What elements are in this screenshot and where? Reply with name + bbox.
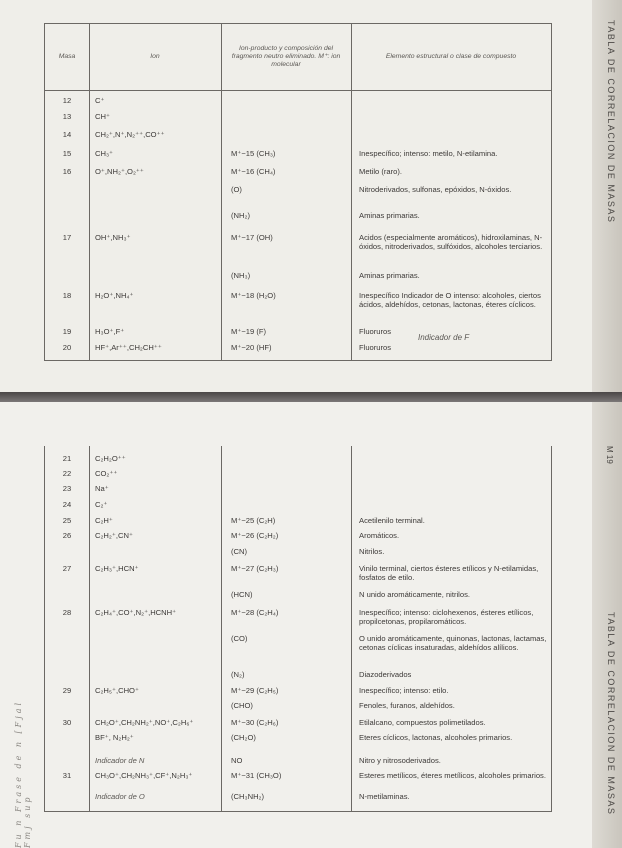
- mass-cell: 16: [62, 167, 72, 176]
- fragment-cell: M⁺−25 (C₂H): [231, 516, 276, 525]
- element-cell: Fenoles, furanos, aldehídos.: [359, 701, 455, 710]
- element-cell: N-metilaminas.: [359, 792, 410, 801]
- side-title: TABLA DE CORRELACION DE MASAS: [606, 20, 616, 224]
- element-cell: Acetilenilo terminal.: [359, 516, 425, 525]
- header-ion: Ion: [150, 53, 160, 61]
- mass-cell: 24: [62, 500, 72, 509]
- element-cell: Inespecífico; intenso: ciclohexenos, ésteres etílicos, propilcetonas, propilaromáticos.: [359, 608, 534, 627]
- fragment-cell: (NH₃): [231, 271, 251, 280]
- fragment-cell: M⁺−20 (HF): [231, 343, 272, 352]
- fragment-cell: (CHO): [231, 701, 253, 710]
- element-cell: Fluoruros: [359, 327, 392, 336]
- element-cell: Eteres cíclicos, lactonas, alcoholes primarios.: [359, 733, 513, 742]
- ion-cell: C₂H⁺: [95, 516, 113, 525]
- fragment-cell: M⁺−16 (CH₄): [231, 167, 276, 176]
- mass-cell: 26: [62, 531, 72, 540]
- fragment-cell: NO: [231, 756, 243, 765]
- element-cell: Inespecífico; intenso: etilo.: [359, 686, 449, 695]
- ion-cell: CO₂⁺⁺: [95, 469, 118, 478]
- fragment-cell: M⁺−26 (C₂H₂): [231, 531, 279, 540]
- header-fragmento: Ion-producto y composición del fragmento neutro eliminado. M⁺: ion molecular: [231, 45, 341, 68]
- fragment-cell: M⁺−30 (C₂H₆): [231, 718, 279, 727]
- element-cell: Esteres metílicos, éteres metílicos, alcoholes primarios.: [359, 771, 546, 780]
- mass-cell: 14: [62, 130, 72, 139]
- ion-cell: CH₂O⁺,CH₂NH₂⁺,NO⁺,C₂H₆⁺: [95, 718, 194, 727]
- header-elemento: Elemento estructural o clase de compuesto: [385, 53, 517, 61]
- ion-cell: CH₃O⁺,CH₂NH₃⁺,CF⁺,N₂H₃⁺: [95, 771, 193, 780]
- mass-cell: 21: [62, 454, 72, 463]
- ion-cell: CH⁺: [95, 112, 110, 121]
- page-top: [0, 0, 622, 392]
- ion-cell: C₂H₂⁺,CN⁺: [95, 531, 133, 540]
- margin-handwriting: Fu n Frase de n [Fjal Fmj sup: [14, 699, 32, 848]
- ion-cell: Na⁺: [95, 484, 109, 493]
- element-cell: Metilo (raro).: [359, 167, 403, 176]
- mass-cell: 20: [62, 343, 72, 352]
- page-number: M 19: [605, 446, 614, 464]
- fragment-cell: (O): [231, 185, 242, 194]
- page-gap: [0, 392, 622, 402]
- mass-cell: 12: [62, 96, 72, 105]
- fragment-cell: (CN): [231, 547, 248, 556]
- element-cell: Acidos (especialmente aromáticos), hidroxilaminas, N-óxidos, nitroderivados, sulfóxidos, alcoholes terciarios.: [359, 233, 543, 252]
- mass-cell: 19: [62, 327, 72, 336]
- ion-cell: C₂H₅⁺,CHO⁺: [95, 686, 139, 695]
- element-cell: Nitro y nitrosoderivados.: [359, 756, 441, 765]
- side-title: TABLA DE CORRELACION DE MASAS: [606, 612, 616, 816]
- mass-cell: 17: [62, 233, 72, 242]
- ion-cell: H₃O⁺,F⁺: [95, 327, 125, 336]
- fragment-cell: (HCN): [231, 590, 253, 599]
- ion-cell: OH⁺,NH₃⁺: [95, 233, 131, 242]
- fragment-cell: M⁺−15 (CH₃): [231, 149, 276, 158]
- ion-cell: CH₃⁺: [95, 149, 114, 158]
- fragment-cell: M⁺−27 (C₂H₃): [231, 564, 279, 573]
- ion-cell: C₂⁺: [95, 500, 108, 509]
- fragment-cell: M⁺−19 (F): [231, 327, 267, 336]
- fragment-cell: M⁺−18 (H₂O): [231, 291, 276, 300]
- element-cell: Inespecífico Indicador de O intenso: alcoholes, ciertos ácidos, aldehídos, cetonas, lactonas, éteres cíclicos.: [359, 291, 541, 310]
- mass-cell: 25: [62, 516, 72, 525]
- element-cell: Inespecífico; intenso: metilo, N-etilamina.: [359, 149, 498, 158]
- mass-cell: 30: [62, 718, 72, 727]
- fragment-cell: (CO): [231, 634, 248, 643]
- mass-table-top: [44, 23, 552, 361]
- ion-cell: HF⁺,Ar⁺⁺,CH₂CH⁺⁺: [95, 343, 162, 352]
- ion-cell: Indicador de O: [95, 792, 145, 801]
- ion-cell: C₂H₂O⁺⁺: [95, 454, 126, 463]
- element-cell: Diazoderivados: [359, 670, 412, 679]
- header-masa: Masa: [58, 53, 76, 61]
- mass-cell: 27: [62, 564, 72, 573]
- element-cell: Nitrilos.: [359, 547, 385, 556]
- element-cell: Fluoruros: [359, 343, 392, 352]
- element-cell: Aminas primarias.: [359, 271, 420, 280]
- mass-cell: 31: [62, 771, 72, 780]
- ion-cell: Indicador de N: [95, 756, 145, 765]
- ion-cell: O⁺,NH₂⁺,O₂⁺⁺: [95, 167, 144, 176]
- fragment-cell: M⁺−17 (OH): [231, 233, 273, 242]
- mass-cell: 28: [62, 608, 72, 617]
- element-cell: Vinilo terminal, ciertos ésteres etílicos y N-etilamidas, fosfatos de etilo.: [359, 564, 539, 583]
- ion-cell: C₂H₃⁺,HCN⁺: [95, 564, 139, 573]
- fragment-cell: (NH₂): [231, 211, 250, 220]
- mass-cell: 23: [62, 484, 72, 493]
- element-cell: Aminas primarias.: [359, 211, 420, 220]
- mass-cell: 13: [62, 112, 72, 121]
- mass-cell: 22: [62, 469, 72, 478]
- fragment-cell: (N₂): [231, 670, 245, 679]
- ion-cell: BF⁺, N₂H₂⁺: [95, 733, 134, 742]
- mass-cell: 18: [62, 291, 72, 300]
- handwritten-note: Indicador de F: [418, 333, 470, 342]
- element-cell: Etilalcano, compuestos polimetilados.: [359, 718, 486, 727]
- fragment-cell: M⁺−28 (C₂H₄): [231, 608, 279, 617]
- mass-cell: 29: [62, 686, 72, 695]
- ion-cell: H₂O⁺,NH₄⁺: [95, 291, 134, 300]
- ion-cell: C₂H₄⁺,CO⁺,N₂⁺,HCNH⁺: [95, 608, 177, 617]
- fragment-cell: (CH₃NH₂): [231, 792, 265, 801]
- fragment-cell: M⁺−29 (C₂H₅): [231, 686, 279, 695]
- element-cell: N unido aromáticamente, nitrilos.: [359, 590, 471, 599]
- fragment-cell: (CH₂O): [231, 733, 256, 742]
- element-cell: Nitroderivados, sulfonas, epóxidos, N-óxidos.: [359, 185, 512, 194]
- mass-table-bottom: [44, 446, 552, 812]
- element-cell: Aromáticos.: [359, 531, 400, 540]
- fragment-cell: M⁺−31 (CH₃O): [231, 771, 282, 780]
- element-cell: O unido aromáticamente, quinonas, lactonas, lactamas, cetonas cíclicas insaturadas, aldehídos alílicos.: [359, 634, 547, 653]
- mass-cell: 15: [62, 149, 72, 158]
- ion-cell: CH₂⁺,N⁺,N₂⁺⁺,CO⁺⁺: [95, 130, 165, 139]
- ion-cell: C⁺: [95, 96, 105, 105]
